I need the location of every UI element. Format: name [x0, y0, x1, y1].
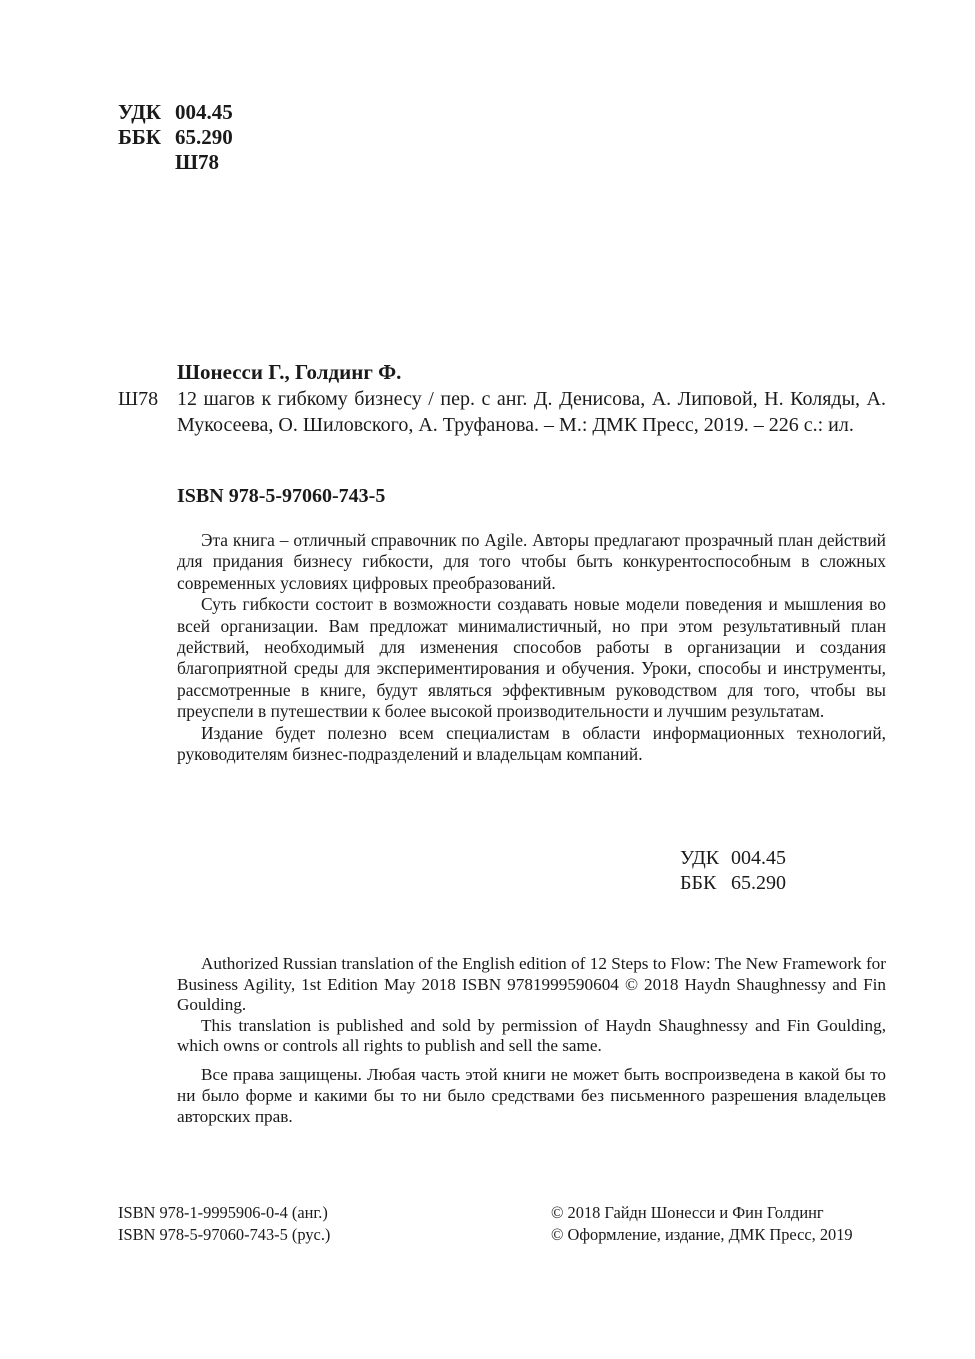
bbk-label-bottom: ББК: [680, 872, 717, 894]
isbn-russian: ISBN 978-5-97060-743-5 (рус.): [118, 1225, 331, 1244]
udk-label-bottom: УДК: [680, 847, 720, 869]
annotation-paragraph: Суть гибкости состоит в возможности создавать новые модели поведения и мышления во всей организации. Вам предложат минималистичный, но при этом результативный план действий, необходимый для изменения способов работы в организации и создания благоприятной среды для экспериментирования и обучения. Уроки, способы и инструменты, рассмотренные в книге, будут являться эффективным руководством для того, чтобы вы преуспели в путешествии к более высокой производительности и лучшим результатам.: [177, 594, 886, 722]
bbk-value: 65.290: [175, 125, 233, 149]
english-paragraph: Authorized Russian translation of the English edition of 12 Steps to Flow: The New Framework for Business Agility, 1st Edition May 2018 ISBN 9781999590604 © 2018 Haydn Shaughnessy and Fin Goulding.: [177, 954, 886, 1015]
author-mark-side: Ш78: [118, 388, 159, 410]
bbk-row-bottom: [680, 871, 786, 896]
annotation: [177, 530, 886, 765]
bbk-label: ББК: [118, 125, 161, 149]
english-paragraph: This translation is published and sold by permission of Haydn Shaughnessy and Fin Goulding, which owns or controls all rights to publish and sell the same.: [177, 1015, 886, 1056]
udk-value-bottom: 004.45: [731, 847, 786, 869]
udk-label: УДК: [118, 100, 161, 124]
author-mark: Ш78: [175, 150, 220, 174]
bibliographic-description: 12 шагов к гибкому бизнесу / пер. с анг. Д. Денисова, А. Липовой, Н. Коляды, А. Мукосеева, О. Шиловского, А. Труфанова. – М.: ДМК Пресс, 2019. – 226 с.: ил.: [177, 388, 886, 436]
author-mark-row: [118, 150, 233, 175]
udk-row: [118, 100, 233, 125]
rights-text: Все права защищены. Любая часть этой книги не может быть воспроизведена в какой бы то ни было форме и какими бы то ни было средствами без письменного разрешения владельцев авторских прав.: [177, 1065, 886, 1126]
udk-row-bottom: [680, 846, 786, 871]
footer-isbn-list: [118, 1202, 330, 1246]
authors-heading: Шонесси Г., Голдинг Ф.: [177, 360, 402, 384]
classification-top: [118, 100, 233, 175]
isbn-english: ISBN 978-1-9995906-0-4 (анг.): [118, 1203, 328, 1222]
annotation-paragraph: Эта книга – отличный справочник по Agile. Авторы предлагают прозрачный план действий для придания бизнесу гибкости, для того чтобы быть конкурентоспособным в сложных современных условиях цифровых преобразований.: [177, 530, 886, 593]
rights-notice: [177, 1064, 886, 1127]
copyright-authors: © 2018 Гайдн Шонесси и Фин Голдинг: [551, 1203, 824, 1222]
isbn-main: ISBN 978-5-97060-743-5: [177, 485, 386, 507]
bbk-value-bottom: 65.290: [731, 872, 786, 894]
udk-value: 004.45: [175, 100, 233, 124]
annotation-paragraph: Издание будет полезно всем специалистам в области информационных технологий, руководителям бизнес-подразделений и владельцам компаний.: [177, 722, 886, 765]
footer-copyrights: [551, 1202, 853, 1246]
bbk-row: [118, 125, 233, 150]
classification-bottom: [680, 846, 786, 896]
copyright-publisher: © Оформление, издание, ДМК Пресс, 2019: [551, 1225, 853, 1244]
english-notice: [177, 954, 886, 1057]
